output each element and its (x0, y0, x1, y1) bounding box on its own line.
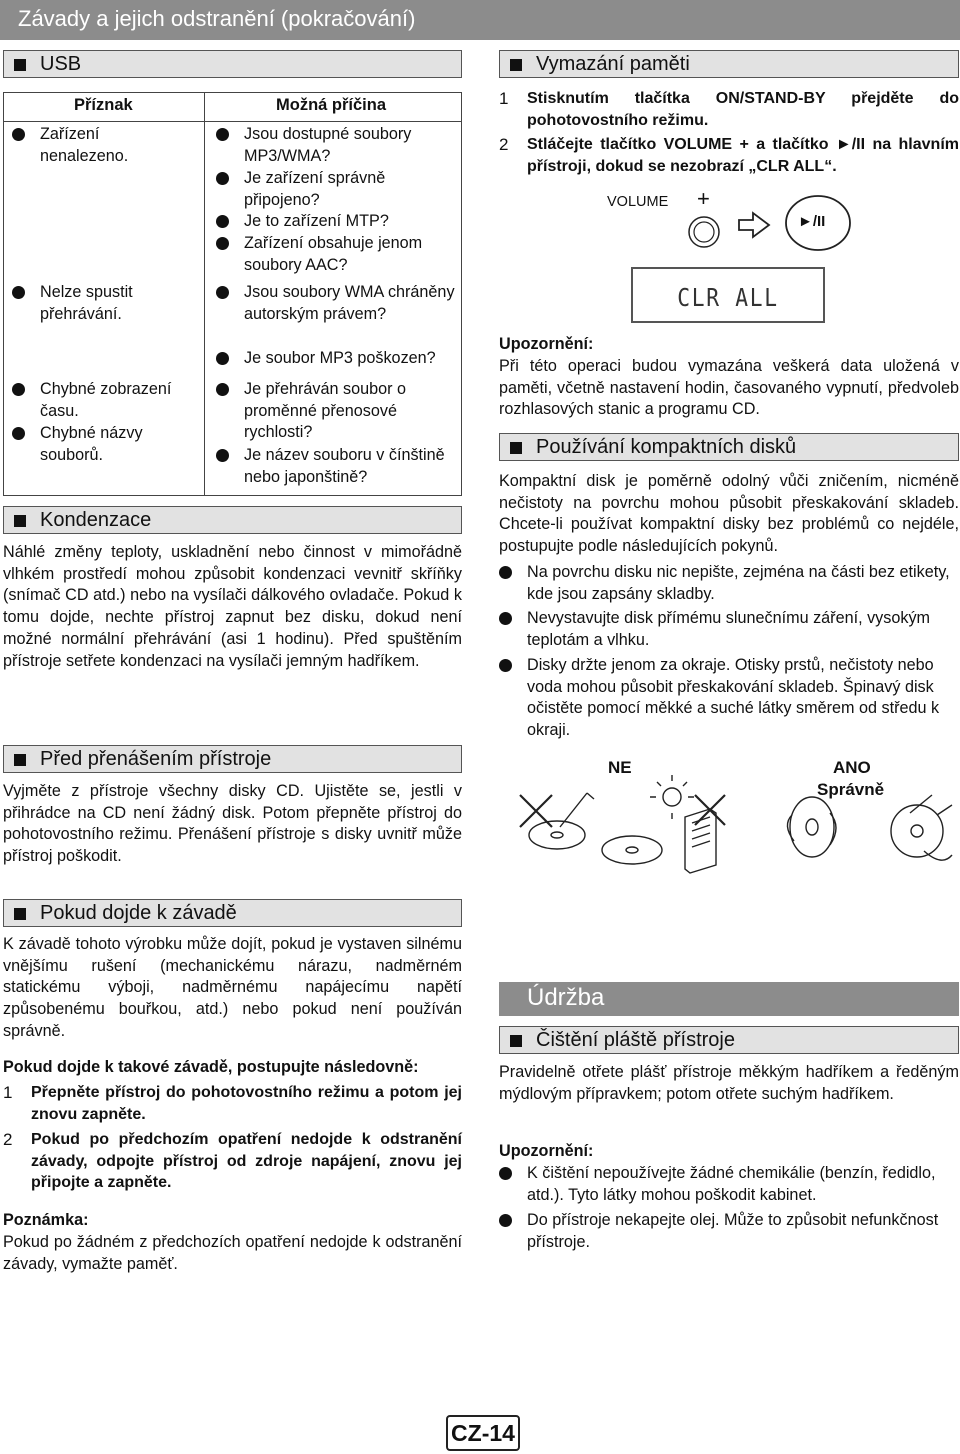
square-bullet-icon (14, 754, 26, 766)
section-title: Pokud dojde k závadě (40, 902, 237, 924)
arrow-right-icon (736, 210, 772, 240)
column-header-symptom: Příznak (74, 96, 133, 114)
cleaning-bullet: K čištění nepoužívejte žádné chemikálie (benzín, ředidlo, atd.). Tyto látky mohou poškodit kabinet. (499, 1163, 959, 1206)
symptom-item: Chybné názvy souborů. (12, 423, 192, 466)
cause-item: Je zařízení správně připojeno? (216, 168, 456, 211)
transport-text: Vyjměte z přístroje všechny disky CD. Ujistěte se, jestli v přihrádce na CD není žádný disk. Potom přepněte přístroj do pohotovostního režimu. Přenášení přístroje s disky uvnitř může přístroj poškodit. (3, 782, 462, 866)
memory-warning-label: Upozornění: (499, 335, 594, 353)
fig-spravne-label: Správně (817, 780, 885, 799)
cd-bullet: Disky držte jenom za okraje. Otisky prstů, nečistoty nebo voda mohou působit přeskakování skladeb. Špinavý disk očistěte pomocí měkké a suché látky směrem od středu k okraji. (499, 655, 959, 742)
section-title: Kondenzace (40, 509, 152, 531)
note-text: Pokud po žádném z předchozích opatření nedojde k odstranění závady, vymažte paměť. (3, 1233, 462, 1273)
cd-handling-illustration (512, 775, 960, 875)
page-number: CZ-14 (451, 1420, 515, 1446)
cause-item: Je přehráván soubor o proměnné přenosové rychlosti? (216, 379, 456, 444)
fig-ano-label: ANO (833, 758, 871, 777)
cause-item: Jsou dostupné soubory MP3/WMA? (216, 124, 456, 167)
section-title: Vymazání paměti (536, 53, 690, 75)
section-title: Před přenášením přístroje (40, 748, 272, 770)
section-transport-heading (3, 745, 462, 773)
page-header (0, 0, 960, 40)
malfunction-text: K závadě tohoto výrobku může dojít, pokud je vystaven silnému vnějšímu rušení (mechanickému nárazu, nadměrném statickému výboji, nadměrnému napájecímu napětí způsobenému bouřkou, atd.) nebo pokud není používán správně. (3, 935, 462, 1040)
square-bullet-icon (510, 59, 522, 71)
symptom-item: Nelze spustit přehrávání. (12, 282, 192, 325)
section-cd-heading (499, 433, 959, 461)
section-kondenzace-heading (3, 506, 462, 534)
memory-step: 2 Stláčejte tlačítko VOLUME + a tlačítko ►/II na hlavním přístroji, dokud se nezobrazí „CLR ALL“. (499, 135, 959, 175)
volume-label: VOLUME (607, 194, 669, 210)
volume-knob-icon (686, 214, 722, 250)
section-malfunction-heading (3, 899, 462, 927)
display-text: CLR ALL (677, 283, 779, 312)
square-bullet-icon (14, 59, 26, 71)
section-memory-clear-heading (499, 50, 959, 78)
page-title: Závady a jejich odstranění (pokračování) (18, 6, 416, 31)
maintenance-title: Údržba (527, 984, 605, 1011)
square-bullet-icon (14, 908, 26, 920)
section-title: Čištění pláště přístroje (536, 1029, 735, 1051)
plus-label: + (697, 186, 710, 211)
square-bullet-icon (14, 515, 26, 527)
note-label: Poznámka: (3, 1211, 89, 1229)
section-cleaning-heading (499, 1026, 959, 1054)
fig-ne-label: NE (608, 758, 632, 777)
memory-step: 1 Stisknutím tlačítka ON/STAND-BY přejděte do pohotovostního režimu. (499, 89, 959, 129)
cause-item: Je to zařízení MTP? (216, 211, 456, 233)
cd-bullet: Na povrchu disku nic nepište, zejména na části bez etikety, kde jsou zapsány skladby. (499, 562, 959, 605)
square-bullet-icon (510, 1035, 522, 1047)
symptom-item: Chybné zobrazení času. (12, 379, 192, 422)
play-pause-label: ►/II (798, 213, 826, 230)
kondenzace-text: Náhlé změny teploty, uskladnění nebo činnost v mimořádně vlhkém prostředí mohou způsobit kondenzaci vevnitř skříňky (snímač CD atd.) nebo na vysílači dálkového ovladače. Pokud k tomu dojde, nechte přístroj zapnut bez disku, dokud není možné normální přehrávání (asi 1 hodinu). Před spuštěním přístroje setřete kondenzaci na vysílači jemným hadříkem. (3, 543, 462, 670)
cleaning-text: Pravidelně otřete plášť přístroje měkkým hadříkem a ředěným mýdlovým přípravkem; potom otřete suchým hadříkem. (499, 1063, 959, 1103)
section-title: USB (40, 53, 82, 75)
cleaning-warning-label: Upozornění: (499, 1142, 594, 1160)
display-panel (631, 267, 825, 323)
malfunction-steps-intro: Pokud dojde k takové závadě, postupujte následovně: (3, 1058, 419, 1076)
malfunction-step: 1 Přepněte přístroj do pohotovostního režimu a potom jej znovu zapněte. (3, 1083, 462, 1123)
section-usb-heading (3, 50, 462, 78)
usb-troubleshoot-table (3, 92, 462, 496)
cd-bullet: Nevystavujte disk přímému slunečnímu záření, vysokým teplotám a vlhku. (499, 608, 959, 651)
section-maintenance-banner (499, 982, 959, 1016)
cd-text: Kompaktní disk je poměrně odolný vůči zničením, nicméně nečistoty na povrchu mohou působit přeskakování skladeb. Chcete-li používat kompaktní disky bez problémů co nejdéle, postupujte podle následujících pokynů. (499, 472, 959, 556)
page-number-box (446, 1415, 520, 1451)
column-header-cause: Možná příčina (276, 96, 387, 114)
square-bullet-icon (510, 442, 522, 454)
cleaning-bullet: Do přístroje nekapejte olej. Může to způsobit nefunkčnost přístroje. (499, 1210, 959, 1253)
symptom-item: Zařízení nenalezeno. (12, 124, 192, 167)
section-title: Používání kompaktních disků (536, 436, 797, 458)
malfunction-step: 2 Pokud po předchozím opatření nedojde k odstranění závady, odpojte přístroj od zdroje napájení, znovu jej připojte a zapněte. (3, 1130, 462, 1192)
memory-warning-text: Při této operaci budou vymazána veškerá data uložená v paměti, včetně nastavení hodin, časovaného vypnutí, předvoleb rozhlasových stanic a programu CD. (499, 357, 959, 419)
cause-item: Zařízení obsahuje jenom soubory AAC? (216, 233, 456, 276)
cause-item: Je název souboru v čínštině nebo japonštině? (216, 445, 456, 488)
cause-item: Jsou soubory WMA chráněny autorským právem? (216, 282, 456, 325)
cause-item: Je soubor MP3 poškozen? (216, 348, 456, 370)
